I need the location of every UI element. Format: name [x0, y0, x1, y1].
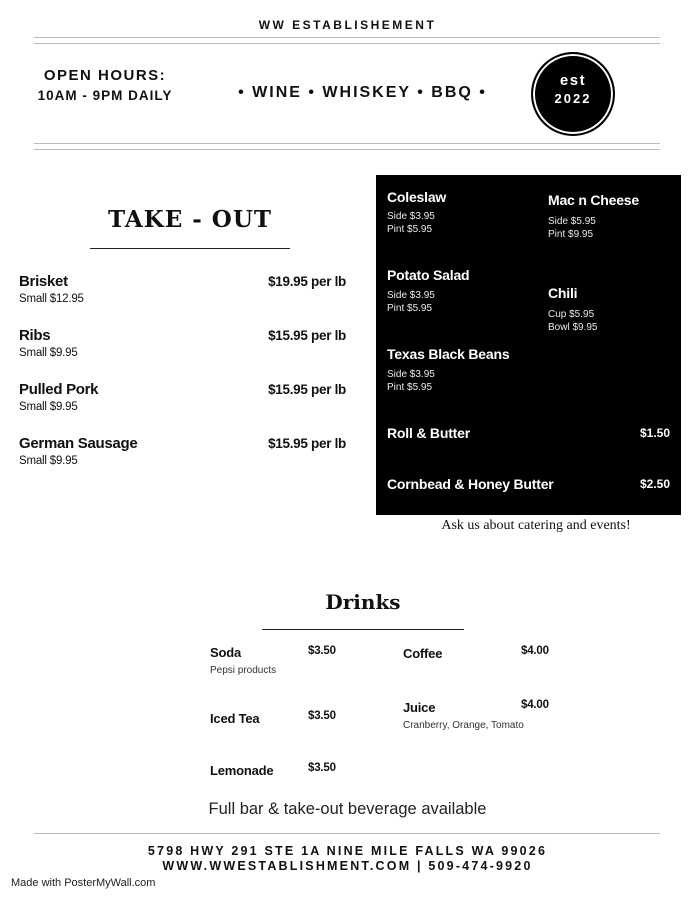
side-prices: [548, 308, 597, 334]
hours-value: 10AM - 9PM DAILY: [37, 88, 173, 103]
item-price: $15.95 per lb: [268, 328, 346, 343]
side-name: Potato Salad: [387, 267, 470, 283]
drinks-title: Drinks: [325, 590, 401, 614]
hours-label: OPEN HOURS:: [43, 67, 167, 84]
divider: [34, 149, 660, 150]
drink-price: $4.00: [521, 645, 549, 657]
brand-name: WW ESTABLISHEMENT: [258, 18, 437, 32]
drink-name: Lemonade: [210, 763, 274, 778]
menu-item: [19, 273, 84, 305]
side-name: Texas Black Beans: [387, 346, 510, 362]
side-prices: [387, 210, 435, 236]
drink-price: $3.50: [308, 762, 336, 774]
item-price: $15.95 per lb: [268, 382, 346, 397]
side-name: Coleslaw: [387, 189, 447, 205]
drink-note: Cranberry, Orange, Tomato: [403, 720, 524, 731]
side-size-price: Side $3.95: [387, 369, 435, 380]
item-small-price: Small $12.95: [19, 293, 84, 305]
side-size-price: Side $5.95: [548, 216, 596, 227]
website-phone: WWW.WWESTABLISHMENT.COM | 509-474-9920: [162, 859, 533, 873]
item-price: $15.95 per lb: [268, 436, 346, 451]
side-name: Chili: [548, 285, 578, 301]
menu-item: [19, 381, 98, 413]
drinks-underline: [262, 629, 464, 630]
badge-year: 2022: [554, 91, 592, 106]
tagline: • WINE • WHISKEY • BBQ •: [238, 84, 487, 101]
address-block: [0, 844, 695, 874]
drink-price: $4.00: [521, 699, 549, 711]
side-prices: [548, 215, 596, 241]
item-name: Pulled Pork: [19, 381, 99, 398]
drink-price: $3.50: [308, 645, 336, 657]
item-name: Ribs: [19, 327, 51, 344]
est-badge: [531, 52, 615, 136]
pint-price: Pint $5.95: [387, 382, 433, 393]
side-price: $2.50: [640, 477, 671, 491]
side-name: Cornbead & Honey Butter: [387, 476, 554, 492]
street-address: 5798 HWY 291 STE 1A NINE MILE FALLS WA 99026: [147, 844, 548, 858]
menu-item: [19, 435, 137, 467]
full-bar-note: Full bar & take-out beverage available: [208, 800, 487, 818]
drink-name: Iced Tea: [210, 711, 260, 726]
drink-name: Coffee: [403, 646, 443, 661]
item-small-price: Small $9.95: [19, 347, 78, 359]
divider: [34, 833, 660, 834]
item-name: Brisket: [19, 273, 68, 290]
takeout-underline: [90, 248, 290, 249]
drink-note: Pepsi products: [210, 665, 277, 676]
divider: [34, 43, 660, 44]
side-name: Roll & Butter: [387, 425, 470, 441]
pint-price: Pint $5.95: [387, 224, 433, 235]
pint-price: Pint $5.95: [387, 303, 433, 314]
item-price: $19.95 per lb: [268, 274, 346, 289]
side-size-price: Side $3.95: [387, 290, 435, 301]
side-size-price: Side $3.95: [387, 211, 435, 222]
pint-price: Pint $9.95: [548, 229, 594, 240]
open-hours: [20, 66, 190, 106]
side-prices: [387, 289, 435, 315]
made-with-credit: Made with PosterMyWall.com: [11, 877, 156, 889]
catering-note: Ask us about catering and events!: [441, 518, 631, 533]
item-small-price: Small $9.95: [19, 455, 78, 467]
menu-item: [19, 327, 78, 359]
divider: [34, 143, 660, 144]
bowl-price: Bowl $9.95: [548, 322, 598, 333]
item-small-price: Small $9.95: [19, 401, 78, 413]
cup-price: Cup $5.95: [548, 309, 595, 320]
drink-name: Juice: [403, 700, 436, 715]
drink-price: $3.50: [308, 710, 336, 722]
side-price: $1.50: [640, 426, 671, 440]
takeout-title: TAKE - OUT: [108, 206, 272, 233]
side-prices: [387, 368, 435, 394]
badge-est: est: [559, 72, 587, 89]
sides-panel: [376, 175, 681, 515]
divider: [34, 37, 660, 38]
drink-name: Soda: [210, 645, 241, 660]
item-name: German Sausage: [19, 435, 138, 452]
side-name: Mac n Cheese: [548, 192, 639, 208]
